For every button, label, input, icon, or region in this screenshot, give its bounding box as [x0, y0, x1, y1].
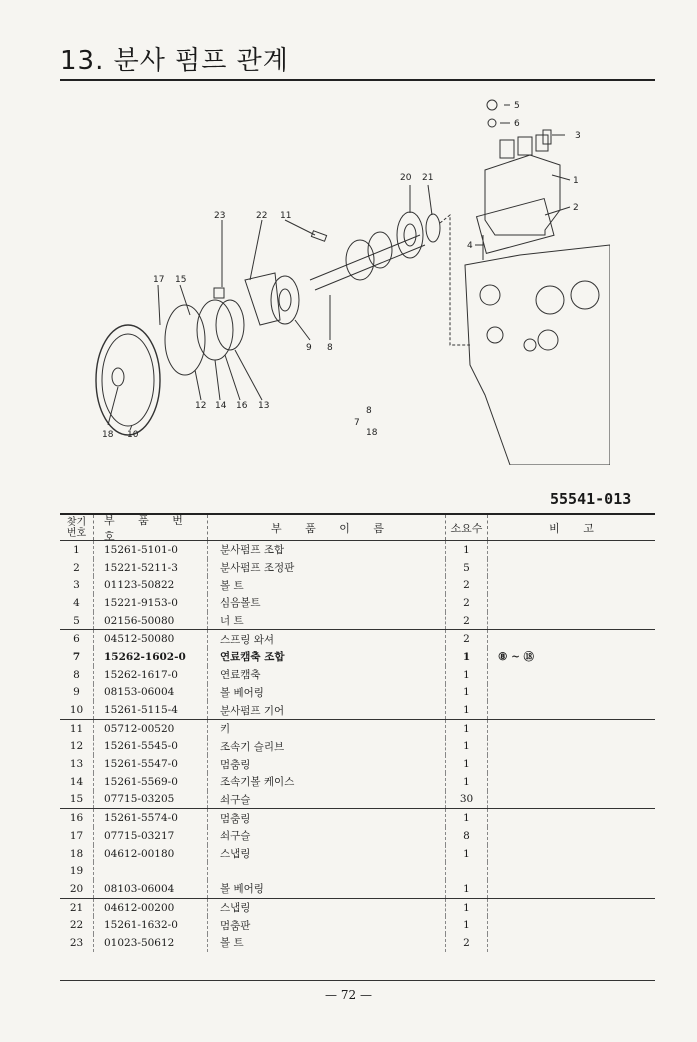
cell-name: 볼 베어링 — [208, 880, 446, 898]
cell-qty: 1 — [446, 541, 488, 559]
cell-part-no: 08153-06004 — [94, 684, 208, 702]
cell-name: 스냅링 — [208, 845, 446, 863]
title-divider — [60, 79, 655, 81]
cell-name: 볼 트 — [208, 934, 446, 952]
table-row — [60, 845, 655, 863]
cell-part-no: 15261-5574-0 — [94, 809, 208, 827]
cell-qty: 2 — [446, 630, 488, 648]
cell-name: 멈춤링 — [208, 755, 446, 773]
cell-qty: 1 — [446, 880, 488, 898]
cell-qty: 1 — [446, 755, 488, 773]
callout-14: 14 — [215, 401, 227, 411]
header-part-no: 부 품 번 호 — [94, 515, 208, 540]
cell-qty: 1 — [446, 809, 488, 827]
callout-16: 16 — [236, 401, 248, 411]
callout-12: 12 — [195, 401, 207, 411]
table-row — [60, 648, 655, 666]
table-row — [60, 862, 655, 880]
callout-23: 23 — [214, 211, 226, 221]
cell-name: 분사펌프 조정판 — [208, 559, 446, 577]
table-body — [60, 541, 655, 952]
cell-no: 7 — [60, 648, 94, 666]
cell-name: 스냅링 — [208, 899, 446, 917]
cell-no: 11 — [60, 720, 94, 738]
cell-qty: 1 — [446, 648, 488, 666]
callout-21: 21 — [422, 173, 434, 183]
table-row — [60, 827, 655, 845]
cell-part-no: 15221-5211-3 — [94, 559, 208, 577]
cell-no: 8 — [60, 666, 94, 684]
bolt-part — [543, 130, 551, 144]
cell-part-no: 15261-5101-0 — [94, 541, 208, 559]
cell-no: 14 — [60, 773, 94, 791]
header-no-line2: 번호 — [66, 527, 87, 539]
governor-sleeve — [165, 305, 205, 375]
table-row — [60, 630, 655, 648]
callout-6: 6 — [514, 119, 520, 129]
cell-qty — [446, 862, 488, 880]
callout-20: 20 — [400, 173, 412, 183]
cell-no: 18 — [60, 845, 94, 863]
callout-10: 10 — [127, 430, 139, 440]
cell-qty: 1 — [446, 916, 488, 934]
header-no — [60, 515, 94, 540]
cell-qty: 1 — [446, 720, 488, 738]
cell-no: 1 — [60, 541, 94, 559]
delivery-valve — [500, 140, 514, 158]
cell-part-no: 04612-00200 — [94, 899, 208, 917]
cell-remark — [488, 576, 655, 594]
pump-body — [485, 155, 560, 235]
cell-name: 볼 베어링 — [208, 684, 446, 702]
cell-name: 쇠구슬 — [208, 791, 446, 809]
cell-name: 스프링 와셔 — [208, 630, 446, 648]
callout-22: 22 — [256, 211, 268, 221]
cell-name: 멈춤링 — [208, 809, 446, 827]
page-title: 13. 분사 펌프 관계 — [60, 46, 289, 76]
cell-no: 2 — [60, 559, 94, 577]
exploded-parts-diagram — [90, 95, 610, 465]
cell-qty: 1 — [446, 845, 488, 863]
cell-name: 쇠구슬 — [208, 827, 446, 845]
cell-part-no: 15261-5115-4 — [94, 701, 208, 719]
cell-no: 6 — [60, 630, 94, 648]
callout-3: 3 — [575, 131, 581, 141]
header-name: 부 품 이 름 — [208, 515, 446, 540]
cell-qty: 2 — [446, 612, 488, 630]
callout-15: 15 — [175, 275, 187, 285]
cell-part-no: 15262-1602-0 — [94, 648, 208, 666]
table-row — [60, 880, 655, 899]
cell-remark — [488, 701, 655, 719]
cell-part-no: 15262-1617-0 — [94, 666, 208, 684]
table-row — [60, 594, 655, 612]
diagram-callouts — [102, 101, 581, 440]
cell-part-no: 05712-00520 — [94, 720, 208, 738]
cell-remark — [488, 594, 655, 612]
cell-name: 연료캠축 — [208, 666, 446, 684]
diagram-svg — [90, 95, 610, 465]
parts-table — [60, 513, 655, 981]
table-row — [60, 701, 655, 720]
cell-no: 12 — [60, 738, 94, 756]
cell-remark — [488, 559, 655, 577]
header-remark: 비 고 — [549, 521, 604, 535]
cell-no: 19 — [60, 862, 94, 880]
document-code: 55541-013 — [550, 490, 632, 508]
cell-no: 23 — [60, 934, 94, 952]
cell-qty: 1 — [446, 899, 488, 917]
cell-part-no: 01123-50822 — [94, 576, 208, 594]
cell-remark — [488, 755, 655, 773]
cell-name: 너 트 — [208, 612, 446, 630]
cell-remark: ⑧ ~ ⑱ — [498, 651, 535, 664]
cell-remark — [488, 880, 655, 898]
cell-qty: 5 — [446, 559, 488, 577]
cell-qty: 1 — [446, 738, 488, 756]
table-row — [60, 738, 655, 756]
cell-no: 20 — [60, 880, 94, 898]
cell-remark — [488, 684, 655, 702]
cell-name: 조속기 슬리브 — [208, 738, 446, 756]
cell-qty: 2 — [446, 934, 488, 952]
callout-8: 8 — [327, 343, 333, 353]
table-row — [60, 791, 655, 810]
cell-qty: 2 — [446, 576, 488, 594]
table-row — [60, 720, 655, 738]
engine-block — [465, 245, 610, 465]
callout-18: 18 — [102, 430, 114, 440]
cell-remark — [488, 934, 655, 952]
cell-part-no — [94, 862, 208, 880]
page-number: — 72 — — [325, 988, 372, 1002]
cell-name: 볼 트 — [208, 576, 446, 594]
header-no-line1: 찾기 — [66, 516, 87, 528]
cell-remark — [488, 809, 655, 827]
cell-remark — [488, 773, 655, 791]
cell-remark — [488, 630, 655, 648]
cell-remark — [488, 827, 655, 845]
cell-part-no: 15261-5569-0 — [94, 773, 208, 791]
cell-remark — [488, 612, 655, 630]
pump-flange — [477, 199, 554, 254]
cell-no: 10 — [60, 701, 94, 719]
cell-name — [208, 862, 446, 880]
cell-part-no: 08103-06004 — [94, 880, 208, 898]
callout-17: 17 — [153, 275, 165, 285]
injection-pump-gear — [96, 325, 160, 435]
cell-part-no: 02156-50080 — [94, 612, 208, 630]
cell-qty: 1 — [446, 701, 488, 719]
cell-remark — [488, 862, 655, 880]
cell-name: 키 — [208, 720, 446, 738]
header-qty: 소요수 — [446, 515, 488, 540]
table-row — [60, 809, 655, 827]
cell-no: 21 — [60, 899, 94, 917]
callout-5: 5 — [514, 101, 520, 111]
cell-no: 4 — [60, 594, 94, 612]
cell-remark — [488, 916, 655, 934]
table-row — [60, 934, 655, 952]
cell-no: 15 — [60, 791, 94, 809]
cell-qty: 8 — [446, 827, 488, 845]
callout-13: 13 — [258, 401, 270, 411]
cell-no: 5 — [60, 612, 94, 630]
cell-remark — [488, 666, 655, 684]
snap-ring — [426, 214, 440, 242]
cell-part-no: 15221-9153-0 — [94, 594, 208, 612]
cell-remark — [488, 720, 655, 738]
table-row — [60, 541, 655, 559]
cell-name: 심음볼트 — [208, 594, 446, 612]
table-row — [60, 559, 655, 577]
cell-no: 17 — [60, 827, 94, 845]
group-note-bottom: 18 — [366, 428, 378, 438]
key-part — [311, 231, 326, 241]
cell-no: 16 — [60, 809, 94, 827]
cell-qty: 1 — [446, 666, 488, 684]
callout-4: 4 — [467, 241, 473, 251]
cell-part-no: 04612-00180 — [94, 845, 208, 863]
cell-part-no: 15261-5545-0 — [94, 738, 208, 756]
table-row — [60, 773, 655, 791]
callout-2: 2 — [573, 203, 579, 213]
table-row — [60, 576, 655, 594]
cell-part-no: 07715-03205 — [94, 791, 208, 809]
cell-qty: 2 — [446, 594, 488, 612]
callout-11: 11 — [280, 211, 292, 221]
cell-name: 연료캠축 조합 — [208, 648, 446, 666]
cell-name: 멈춤판 — [208, 916, 446, 934]
table-row — [60, 916, 655, 934]
cell-remark — [488, 845, 655, 863]
cell-qty: 1 — [446, 773, 488, 791]
cell-part-no: 01023-50612 — [94, 934, 208, 952]
table-row — [60, 684, 655, 702]
cell-name: 분사펌프 조합 — [208, 541, 446, 559]
table-row — [60, 666, 655, 684]
cell-remark — [488, 791, 655, 809]
cell-remark — [488, 738, 655, 756]
table-bottom-rule — [60, 980, 655, 981]
cell-no: 22 — [60, 916, 94, 934]
cell-name: 분사펌프 기어 — [208, 701, 446, 719]
washer-part — [488, 119, 496, 127]
cell-no: 13 — [60, 755, 94, 773]
cell-part-no: 04512-50080 — [94, 630, 208, 648]
callout-9: 9 — [306, 343, 312, 353]
table-row — [60, 899, 655, 917]
cell-remark — [488, 541, 655, 559]
cell-qty: 1 — [446, 684, 488, 702]
table-row — [60, 755, 655, 773]
cell-part-no: 15261-5547-0 — [94, 755, 208, 773]
cell-remark — [488, 899, 655, 917]
table-header — [60, 515, 655, 541]
cell-no: 3 — [60, 576, 94, 594]
group-note-main: 7 — [354, 418, 360, 428]
cell-part-no: 15261-1632-0 — [94, 916, 208, 934]
nut-part — [487, 100, 497, 110]
callout-1: 1 — [573, 176, 579, 186]
table-row — [60, 612, 655, 631]
cell-part-no: 07715-03217 — [94, 827, 208, 845]
group-note-top: 8 — [366, 406, 372, 416]
cell-no: 9 — [60, 684, 94, 702]
cell-name: 조속기볼 케이스 — [208, 773, 446, 791]
cell-qty: 30 — [446, 791, 488, 809]
